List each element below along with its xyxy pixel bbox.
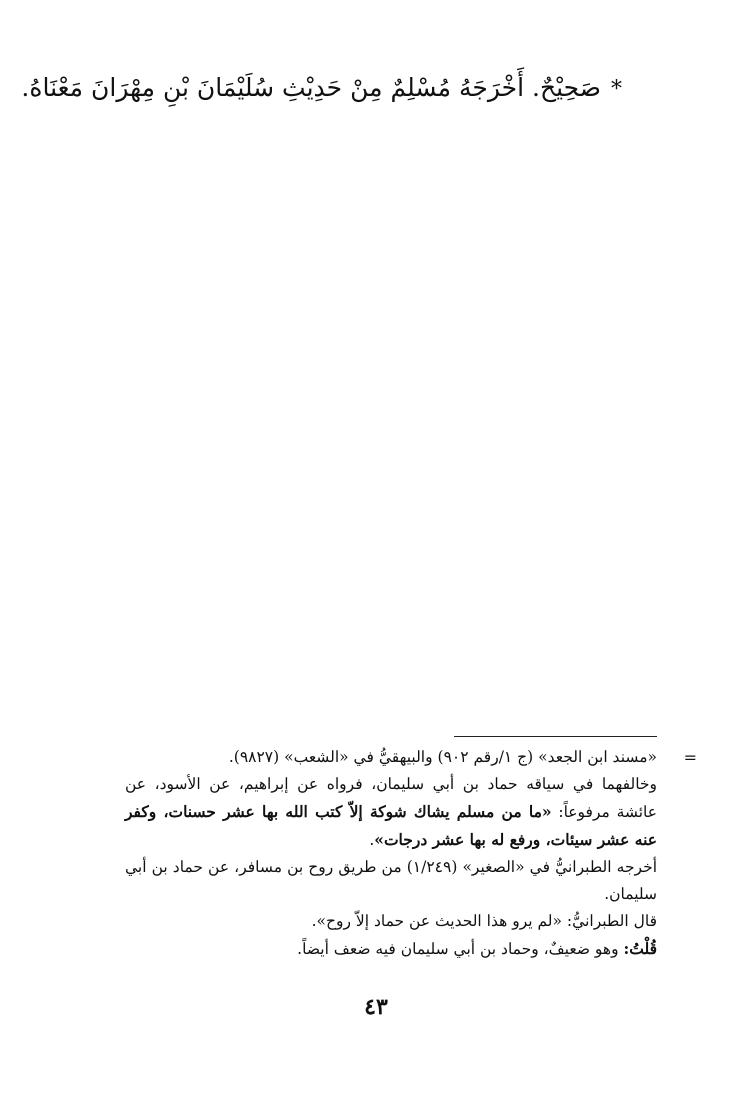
footnote-paragraph-5 [125,935,657,963]
main-text-line: صَحِيْحٌ. أَخْرَجَهُ مُسْلِمٌ مِنْ حَدِيْثِ سُلَيْمَانَ بْنِ مِهْرَانَ مَعْنَاهُ. [21,73,601,102]
continuation-mark: = [683,748,697,767]
footnote-paragraph-2-end: . [369,831,375,849]
footnote-paragraph-5-text: وهو ضعيفٌ، وحماد بن أبي سليمان فيه ضعف أيضاً. [297,940,624,958]
footnote-separator [454,736,657,737]
footnotes [125,744,697,963]
footnote-paragraph-2-intro: وخالفهما في سياقه حماد بن أبي سليمان، فرواه عن إبراهيم، عن الأسود، عن عائشة مرفوعاً: [125,775,657,821]
footnote-paragraph-4: قال الطبرانيُّ: «لم يرو هذا الحديث عن حماد إلاّ روح». [311,912,657,930]
hadith-text-bold: «ما من مسلم يشاك شوكة إلاّ كتب الله بها عشر حسنات، وكفر عنه عشر سيئات، ورفع له بها عشر درجات» [125,802,657,849]
qultu-label: قُلْتُ: [623,939,657,958]
asterisk-marker: * [611,77,622,102]
footnote-line-1: «مسند ابن الجعد» (ج ١/رقم ٩٠٢) والبيهقيُّ في «الشعب» (٩٨٢٧). [228,748,657,766]
footnote-paragraph-2 [125,771,657,854]
footnote-paragraph-3: أخرجه الطبرانيُّ في «الصغير» (١/٢٤٩) من طريق روح بن مسافر، عن حماد بن أبي سليمان. [125,858,657,903]
main-text [21,66,622,112]
page-number: ٤٣ [364,994,388,1020]
